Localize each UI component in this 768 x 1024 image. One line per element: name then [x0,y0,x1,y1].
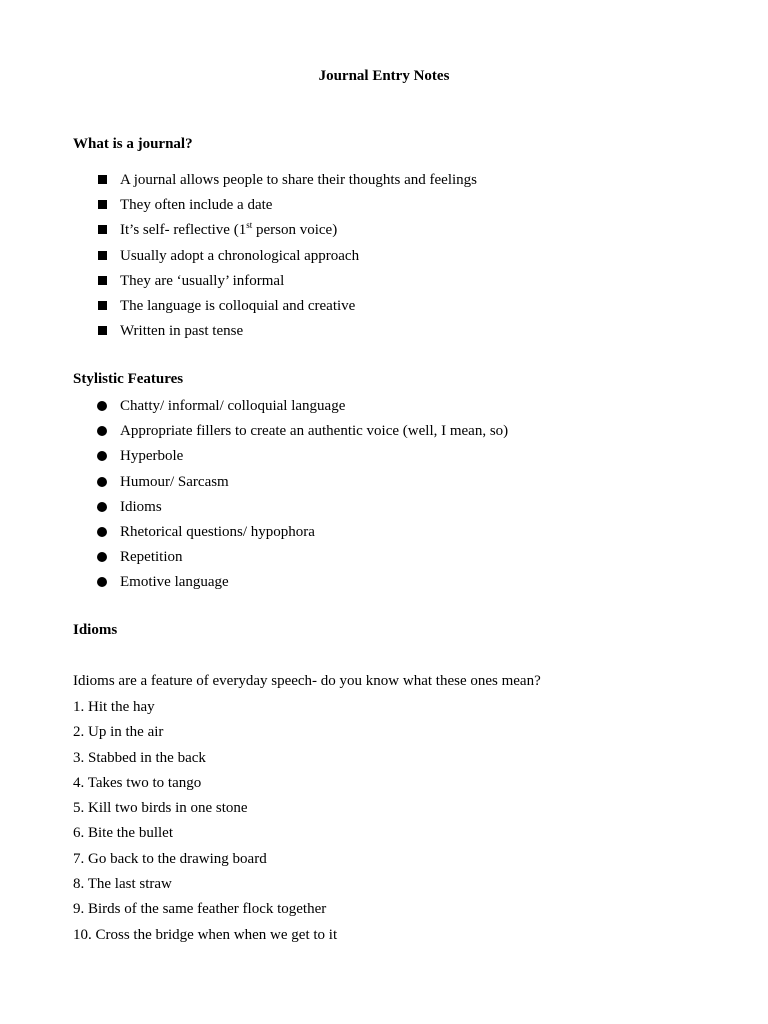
list-item: 1. Hit the hay [73,699,155,715]
list-item: It’s self- reflective (1st person voice) [0,220,477,245]
square-bullet-icon [98,276,107,285]
list-item: Humour/ Sarcasm [0,472,508,497]
list-item: Hyperbole [0,446,508,471]
list-item: Written in past tense [0,321,477,346]
list-item: Rhetorical questions/ hypophora [0,522,508,547]
list-item: Chatty/ informal/ colloquial language [0,396,508,421]
idioms-intro: Idioms are a feature of everyday speech- do you know what these ones mean? [73,673,541,689]
list-item: 5. Kill two birds in one stone [73,800,248,817]
square-bullet-icon [98,200,107,209]
list-item: Usually adopt a chronological approach [0,246,477,271]
square-bullet-icon [98,251,107,260]
round-bullet-icon [97,502,107,512]
list-item: Appropriate fillers to create an authentic voice (well, I mean, so) [0,421,508,446]
list-item: 7. Go back to the drawing board [73,850,267,867]
list-item: Emotive language [0,572,508,597]
page-title: Journal Entry Notes [318,68,450,84]
superscript: st [246,220,253,231]
stylistic-heading: Stylistic Features [73,371,184,387]
list-item: 9. Birds of the same feather flock together [73,901,327,918]
round-bullet-icon [97,477,107,487]
list-item: 3. Stabbed in the back [73,749,206,766]
round-bullet-icon [97,552,107,562]
idioms-heading: Idioms [73,622,118,638]
square-bullet-icon [98,175,107,184]
list-item: The language is colloquial and creative [0,296,477,321]
list-item: 10. Cross the bridge when when we get to it [73,926,338,943]
square-bullet-icon [98,225,107,234]
stylistic-list [0,396,508,598]
list-item: They are ‘usually’ informal [0,271,477,296]
square-bullet-icon [98,326,107,335]
list-item: A journal allows people to share their thoughts and feelings [0,170,477,195]
round-bullet-icon [97,577,107,587]
journal-list [0,170,477,346]
round-bullet-icon [97,527,107,537]
list-item: 6. Bite the bullet [73,825,173,842]
round-bullet-icon [97,426,107,436]
list-item: 2. Up in the air [73,724,164,741]
round-bullet-icon [97,401,107,411]
list-item: Repetition [0,547,508,572]
list-item: 8. The last straw [73,876,172,893]
list-item: They often include a date [0,195,477,220]
journal-heading: What is a journal? [73,136,193,152]
idioms-list [73,697,337,950]
list-item: 4. Takes two to tango [73,774,202,791]
list-item: Idioms [0,497,508,522]
square-bullet-icon [98,301,107,310]
round-bullet-icon [97,451,107,461]
